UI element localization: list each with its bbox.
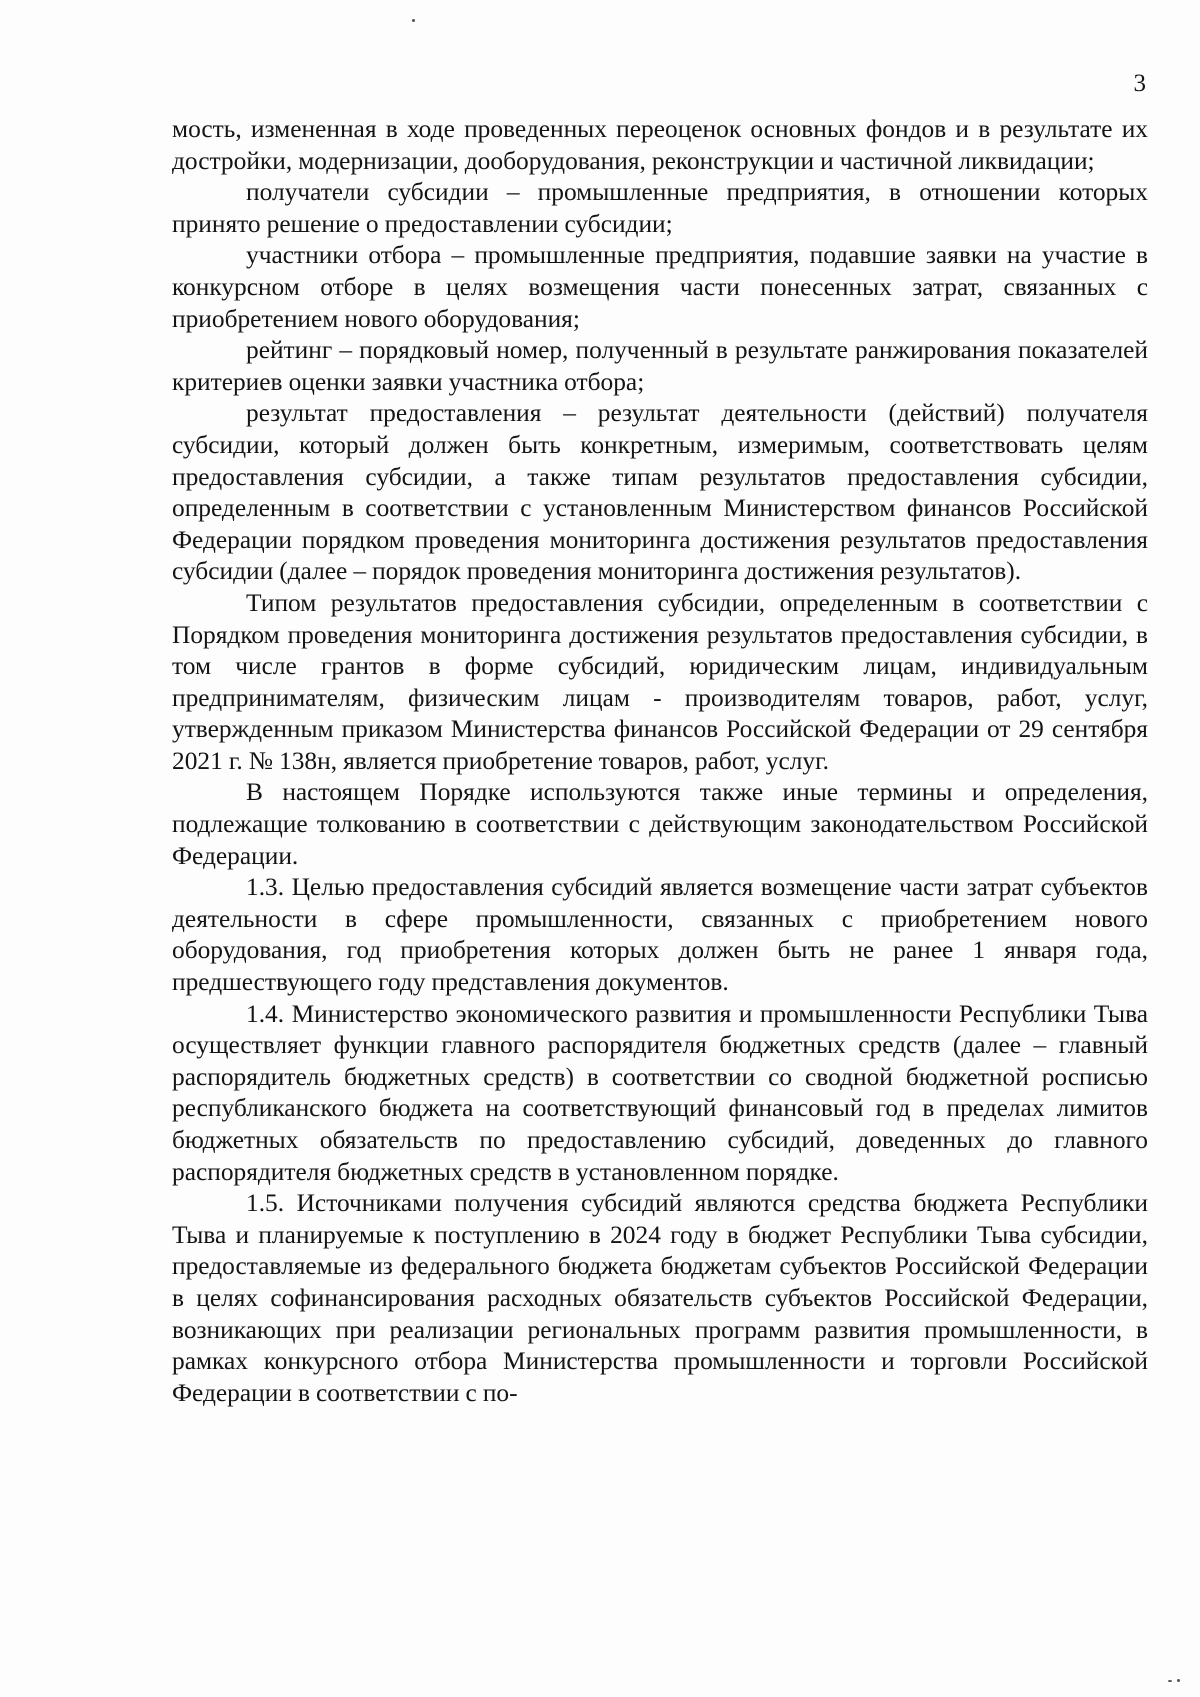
paragraph-other-terms: В настоящем Порядке используются также иные термины и определения, подлежащие толкованию в соответствии с действующим законодательством Российской Федерации. (172, 778, 1148, 870)
scan-speck (1177, 1679, 1180, 1682)
paragraph-section-1-4: 1.4. Министерство экономического развития и промышленности Республики Тыва осуществляет функции главного распорядителя бюджетных средств (далее – главный распорядитель бюджетных средств) в соответствии со сводной бюджетной росписью республиканского бюджета на соответствующий финансовый год в пределах лимитов бюджетных обязательств по предоставлению субсидий, доведенных до главного распорядителя бюджетных средств в установленном порядке. (172, 999, 1148, 1186)
scan-speck (1168, 1680, 1172, 1682)
scan-speck (412, 19, 415, 22)
page-number: 3 (1133, 70, 1146, 97)
paragraph-section-1-5: 1.5. Источниками получения субсидий являются средства бюджета Республики Тыва и планируемые к поступлению в 2024 году в бюджет Республики Тыва субсидии, предоставляемые из федерального бюджета бюджетам субъектов Российской Федерации в целях софинансирования расходных обязательств субъектов Российской Федерации, возникающих при реализации региональных программ развития промышленности, в рамках конкурсного отбора Министерства промышленности и торговли Российской Федерации в соответствии с по- (172, 1189, 1148, 1407)
paragraph-definition-rating: рейтинг – порядковый номер, полученный в результате ранжирования показателей критериев оценки заявки участника отбора; (172, 336, 1148, 396)
paragraph-continuation: мость, измененная в ходе проведенных переоценок основных фондов и в результате их достройки, модернизации, дооборудования, реконструкции и частичной ликвидации; (172, 115, 1148, 175)
document-body (172, 114, 1148, 1409)
paragraph-result-type: Типом результатов предоставления субсидии, определенным в соответствии с Порядком проведения мониторинга достижения результатов предоставления субсидии, в том числе грантов в форме субсидий, юридическим лицам, индивидуальным предпринимателям, физическим лицам - производителям товаров, работ, услуг, утвержденным приказом Министерства финансов Российской Федерации от 29 сентября 2021 г. № 138н, является приобретение товаров, работ, услуг. (172, 588, 1148, 775)
paragraph-section-1-3: 1.3. Целью предоставления субсидий является возмещение части затрат субъектов деятельности в сфере промышленности, связанных с приобретением нового оборудования, год приобретения которых должен быть не ранее 1 января года, предшествующего году представления документов. (172, 873, 1148, 997)
paragraph-definition-participants: участники отбора – промышленные предприятия, подавшие заявки на участие в конкурсном отборе в целях возмещения части понесенных затрат, связанных с приобретением нового оборудования; (172, 241, 1148, 333)
paragraph-definition-recipients: получатели субсидии – промышленные предприятия, в отношении которых принято решение о предоставлении субсидии; (172, 178, 1148, 238)
paragraph-definition-result: результат предоставления – результат деятельности (действий) получателя субсидии, который должен быть конкретным, измеримым, соответствовать целям предоставления субсидии, а также типам результатов предоставления субсидии, определенным в соответствии с установленным Министерством финансов Российской Федерации порядком проведения мониторинга достижения результатов предоставления субсидии (далее – порядок проведения мониторинга достижения результатов). (172, 399, 1148, 586)
